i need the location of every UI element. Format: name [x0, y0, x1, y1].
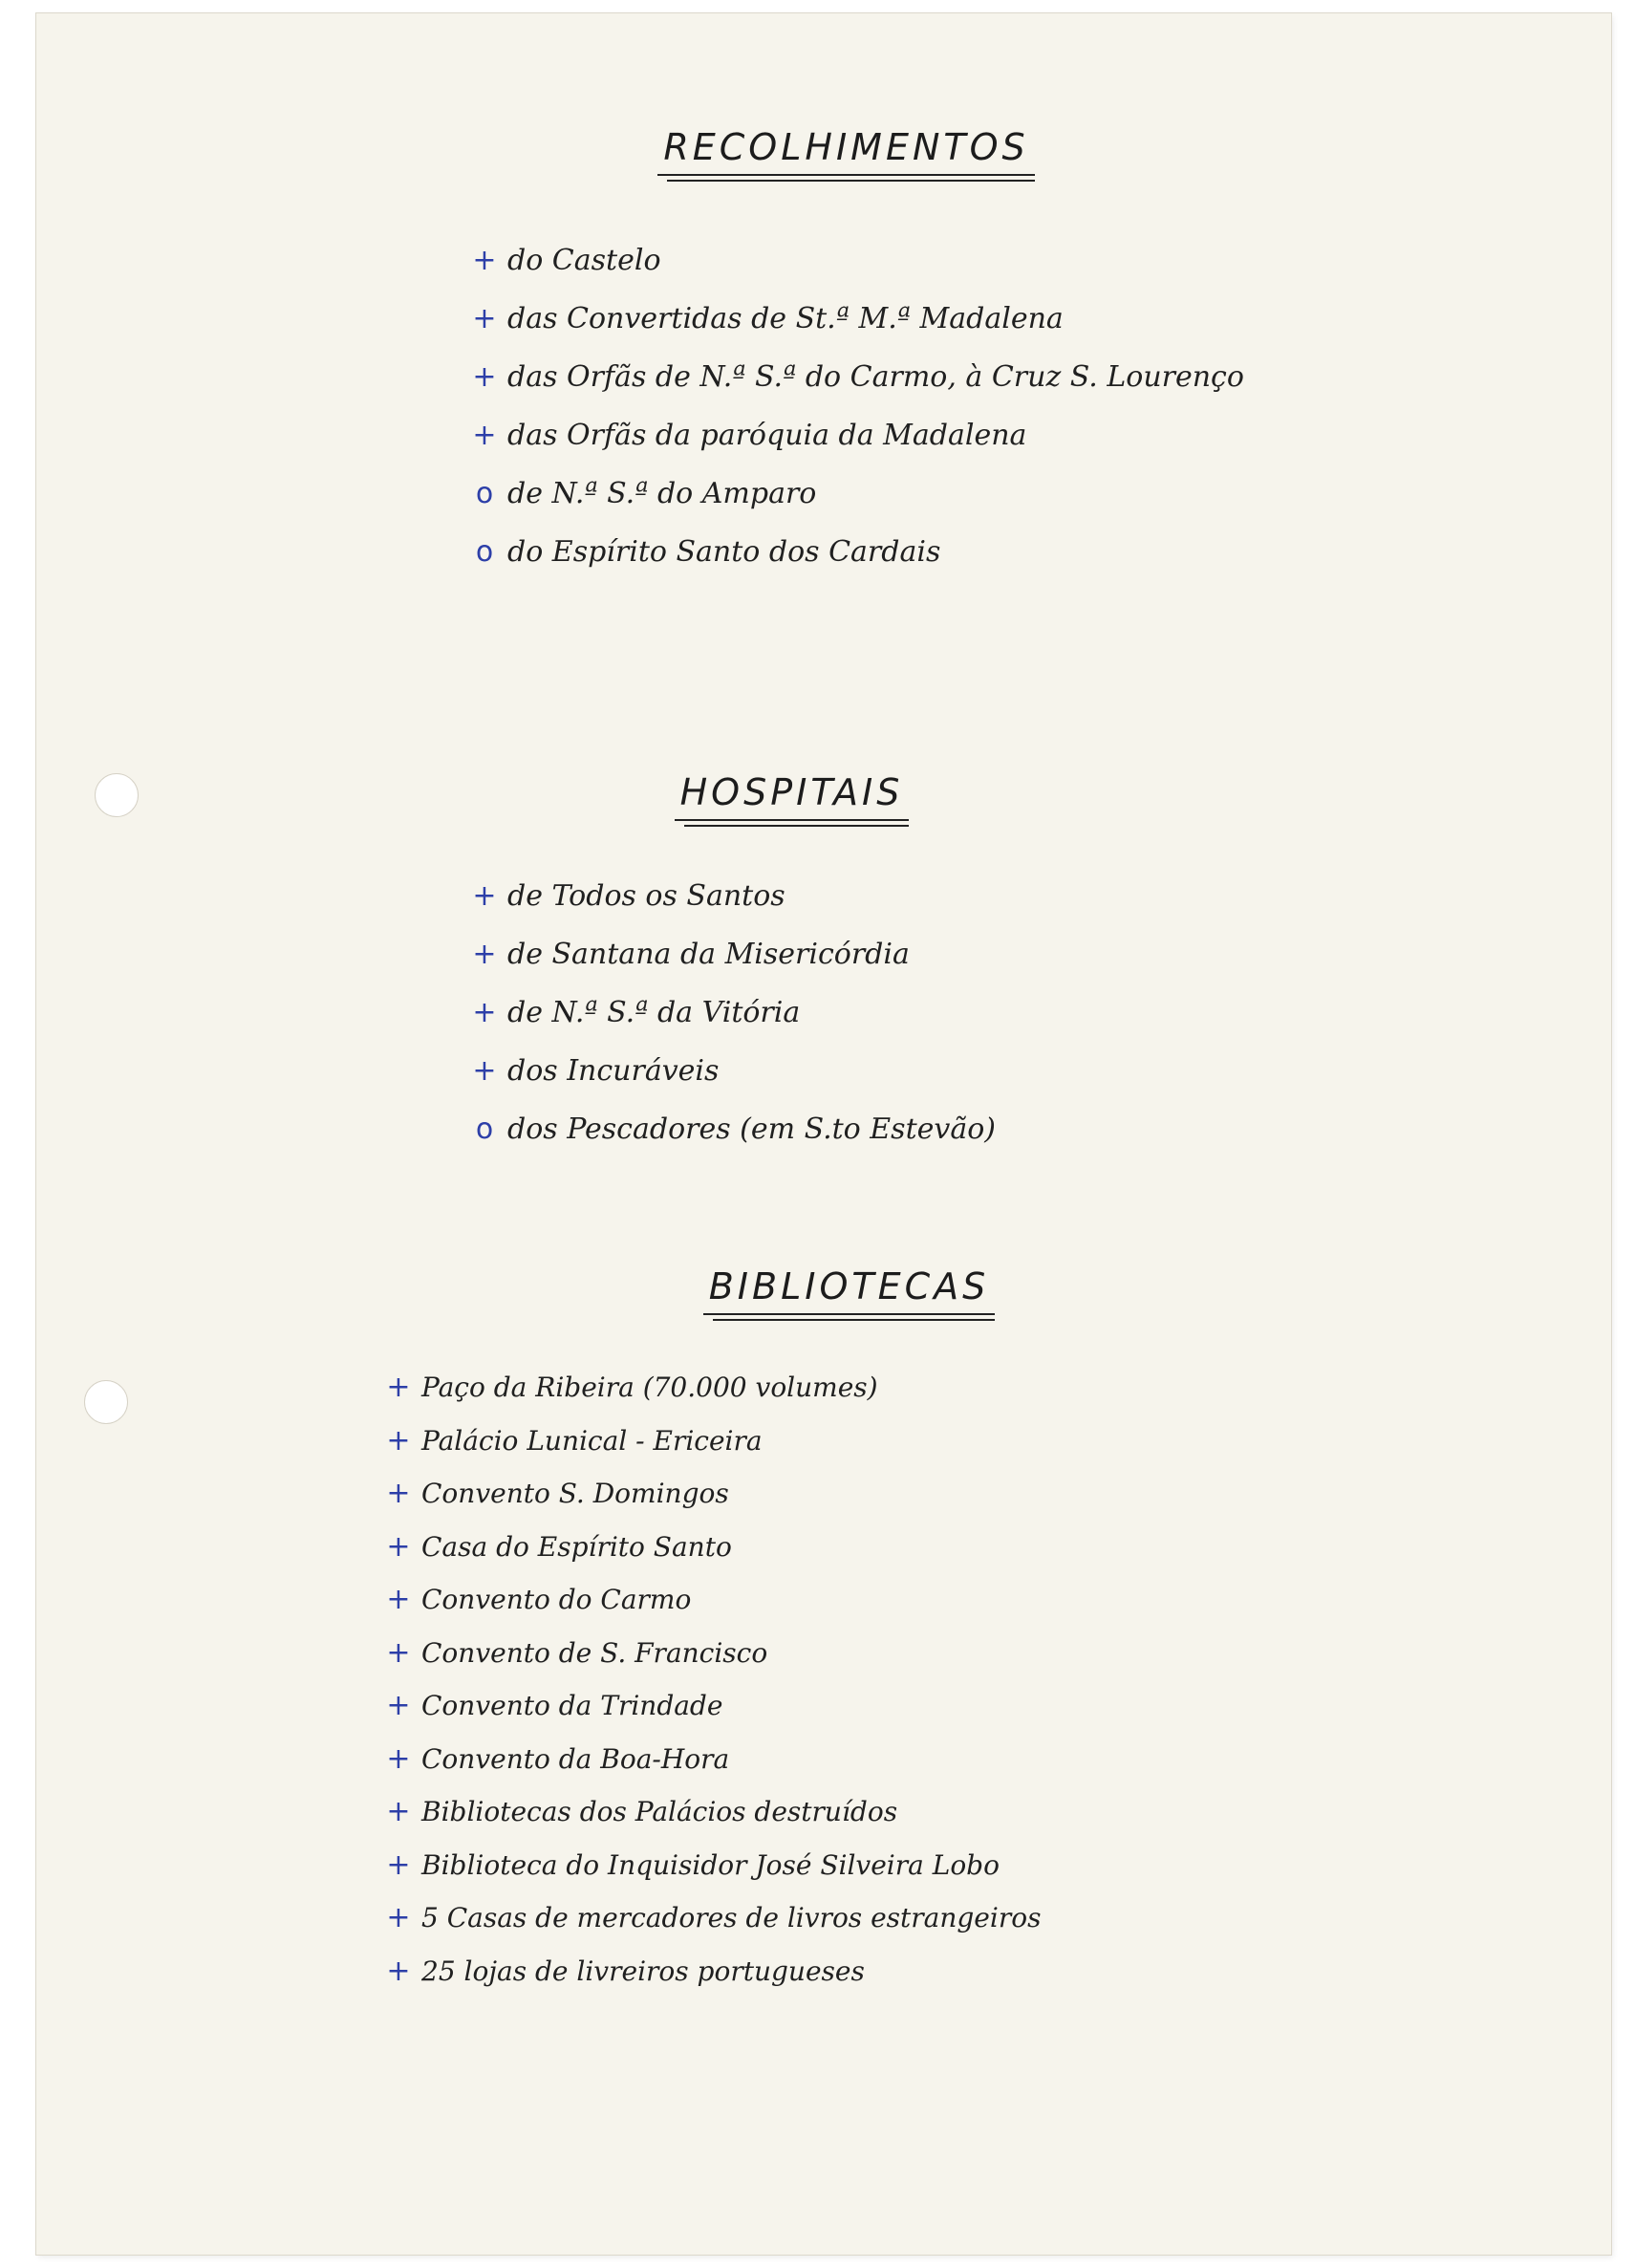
- list-item-text: de Santana da Misericórdia: [507, 938, 910, 971]
- bullet-mark: +: [472, 302, 497, 335]
- list-item: [462, 1100, 996, 1158]
- list-hospitais: [462, 867, 996, 1158]
- list-item-text: Convento da Trindade: [421, 1690, 723, 1722]
- list-item: [462, 348, 1244, 406]
- list-item: [376, 1839, 1041, 1892]
- list-item-text: 25 lojas de livreiros portugueses: [421, 1955, 865, 1987]
- list-item: [376, 1467, 1041, 1521]
- list-item-text: dos Incuráveis: [507, 1054, 720, 1088]
- list-item-text: das Orfãs da paróquia da Madalena: [507, 419, 1027, 452]
- bullet-mark: +: [386, 1689, 411, 1723]
- paper-sheet: [36, 13, 1611, 2255]
- punch-hole: [84, 1380, 128, 1424]
- list-item: [376, 1733, 1041, 1786]
- bullet-mark: +: [386, 1954, 411, 1988]
- list-item: [376, 1521, 1041, 1574]
- list-item: [462, 523, 1244, 581]
- list-item-text: das Orfãs de N.ª S.ª do Carmo, à Cruz S. Lourenço: [507, 360, 1244, 394]
- bullet-mark: +: [386, 1635, 411, 1670]
- underline: [684, 825, 909, 827]
- bullet-mark: +: [386, 1371, 411, 1405]
- list-item-text: Palácio Lunical - Ericeira: [421, 1424, 763, 1457]
- list-item: [376, 1415, 1041, 1468]
- list-item-text: Bibliotecas dos Palácios destruídos: [421, 1796, 898, 1828]
- underline: [703, 1313, 995, 1315]
- list-item: [376, 1945, 1041, 1998]
- bullet-mark: +: [386, 1795, 411, 1829]
- heading-recolhimentos-text: RECOLHIMENTOS: [663, 126, 1029, 168]
- bullet-mark: +: [472, 360, 497, 394]
- list-bibliotecas: [376, 1361, 1041, 1998]
- list-item: [376, 1891, 1041, 1945]
- list-item-text: dos Pescadores (em S.to Estevão): [507, 1112, 996, 1146]
- list-item: [462, 867, 996, 925]
- list-item: [462, 231, 1244, 290]
- bullet-mark: +: [472, 879, 497, 913]
- list-item-text: de N.ª S.ª da Vitória: [507, 996, 801, 1029]
- list-item-text: das Convertidas de St.ª M.ª Madalena: [507, 302, 1064, 335]
- bullet-mark: +: [472, 938, 497, 971]
- list-item: [376, 1361, 1041, 1415]
- list-item: [376, 1573, 1041, 1627]
- list-item-text: 5 Casas de mercadores de livros estrangeiros: [421, 1902, 1042, 1934]
- heading-hospitais: [675, 771, 909, 813]
- bullet-mark: o: [475, 535, 494, 569]
- bullet-mark: +: [472, 1054, 497, 1088]
- list-item: [462, 983, 996, 1042]
- bullet-mark: +: [386, 1741, 411, 1776]
- list-item: [462, 290, 1244, 348]
- list-item-text: do Espírito Santo dos Cardais: [507, 535, 941, 569]
- list-item-text: Paço da Ribeira (70.000 volumes): [421, 1372, 878, 1404]
- heading-hospitais-text: HOSPITAIS: [679, 771, 904, 813]
- bullet-mark: +: [472, 244, 497, 277]
- bullet-mark: +: [472, 996, 497, 1029]
- list-item-text: de Todos os Santos: [507, 879, 785, 913]
- list-item-text: Convento S. Domingos: [421, 1478, 729, 1510]
- list-item: [376, 1627, 1041, 1680]
- bullet-mark: o: [475, 477, 494, 510]
- list-item: [462, 406, 1244, 464]
- underline: [667, 180, 1035, 182]
- list-item-text: Convento de S. Francisco: [421, 1636, 768, 1669]
- list-item-text: Casa do Espírito Santo: [421, 1530, 732, 1563]
- punch-hole: [95, 773, 139, 817]
- list-item-text: Biblioteca do Inquisidor José Silveira Lobo: [421, 1848, 1000, 1881]
- list-item: [462, 464, 1244, 523]
- bullet-mark: +: [386, 1423, 411, 1458]
- bullet-mark: o: [475, 1112, 494, 1146]
- list-recolhimentos: [462, 231, 1244, 581]
- heading-bibliotecas: [703, 1265, 995, 1307]
- underline: [713, 1319, 995, 1321]
- list-item-text: de N.ª S.ª do Amparo: [507, 477, 817, 510]
- bullet-mark: +: [386, 1847, 411, 1882]
- list-item-text: Convento da Boa-Hora: [421, 1742, 730, 1775]
- heading-recolhimentos: [657, 126, 1035, 168]
- list-item-text: Convento do Carmo: [421, 1584, 692, 1616]
- list-item: [462, 925, 996, 983]
- bullet-mark: +: [386, 1529, 411, 1564]
- underline: [675, 819, 909, 821]
- bullet-mark: +: [386, 1583, 411, 1617]
- list-item: [376, 1785, 1041, 1839]
- list-item-text: do Castelo: [507, 244, 661, 277]
- list-item: [462, 1042, 996, 1100]
- bullet-mark: +: [386, 1901, 411, 1935]
- bullet-mark: +: [386, 1477, 411, 1511]
- heading-bibliotecas-text: BIBLIOTECAS: [708, 1265, 990, 1307]
- underline: [657, 174, 1035, 176]
- bullet-mark: +: [472, 419, 497, 452]
- list-item: [376, 1679, 1041, 1733]
